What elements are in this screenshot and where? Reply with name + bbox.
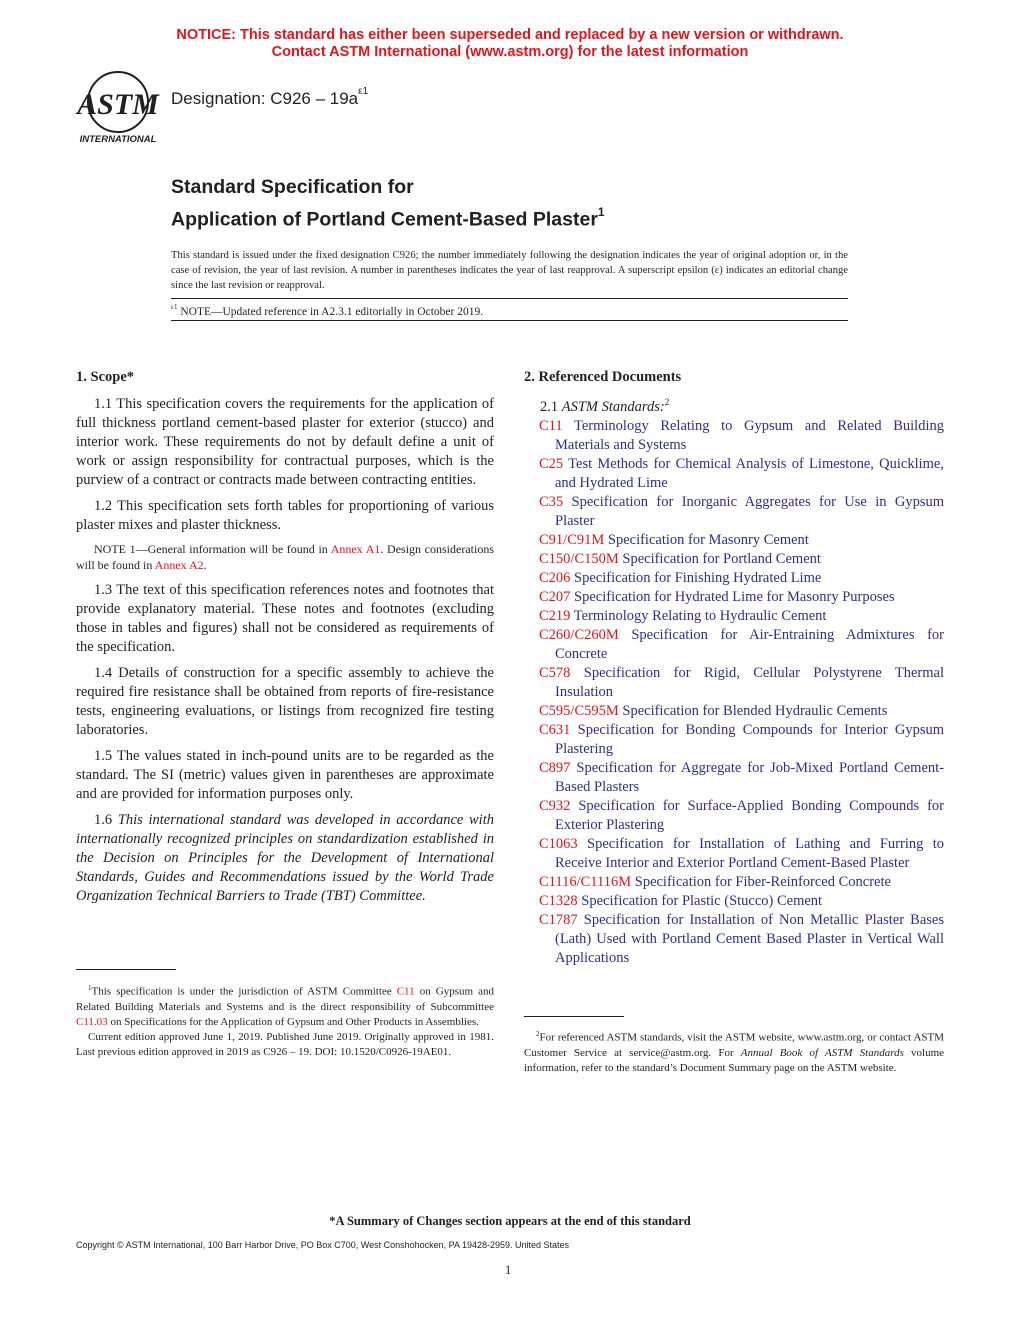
paragraph-1-5: 1.5 The values stated in inch-pound units are to be regarded as the standard. The SI (metric) values given in parentheses are approximate and are provided for information purposes only. <box>76 748 494 802</box>
note-1-text-b: . Design considerations will be found in <box>76 542 494 572</box>
logo-letters: ASTM <box>77 88 159 121</box>
title-line-2: Application of Portland Cement-Based Plaster <box>171 208 598 231</box>
referenced-documents-section <box>524 368 944 968</box>
reference-title[interactable]: Specification for Rigid, Cellular Polystyrene Thermal Insulation <box>555 664 944 700</box>
reference-item[interactable] <box>524 721 944 759</box>
paragraph-1-6-number: 1.6 <box>94 812 118 828</box>
designation-epsilon: ε1 <box>358 86 369 98</box>
reference-item[interactable] <box>524 835 944 873</box>
reference-code-link[interactable]: C11 <box>539 417 563 434</box>
reference-title[interactable]: Specification for Surface-Applied Bonding Compounds for Exterior Plastering <box>555 797 944 833</box>
reference-title[interactable]: Specification for Blended Hydraulic Cements <box>618 702 888 719</box>
footnote-2-text-a: For referenced ASTM standards, visit the ASTM website, www.astm.org, or contact ASTM Customer Service at service@astm.org. For <box>524 1031 944 1059</box>
note-1 <box>76 542 494 573</box>
paragraph-1-4: 1.4 Details of construction for a specific assembly to achieve the required fire resistance shall be obtained from reports of fire-resistance tests, engineering evaluations, or listings from recognized fire testing laboratories. <box>76 665 494 738</box>
reference-code-link[interactable]: C1787 <box>539 911 578 928</box>
reference-item[interactable] <box>524 702 944 721</box>
reference-item[interactable] <box>524 455 944 493</box>
reference-title[interactable]: Specification for Bonding Compounds for Interior Gypsum Plastering <box>555 721 944 757</box>
footnote-1-mark: 1 <box>88 984 92 992</box>
reference-title[interactable]: Specification for Aggregate for Job-Mixed Portland Cement-Based Plasters <box>555 759 944 795</box>
reference-title[interactable]: Terminology Relating to Hydraulic Cement <box>570 607 827 624</box>
astm-logo <box>72 70 164 148</box>
footnote-1-text-c: on Specifications for the Application of Gypsum and Other Products in Assemblies. <box>107 1015 479 1028</box>
reference-code-link[interactable]: C595/C595M <box>539 702 619 719</box>
reference-title[interactable]: Specification for Masonry Cement <box>604 531 809 548</box>
reference-code-link[interactable]: C35 <box>539 493 564 510</box>
reference-code-link[interactable]: C897 <box>539 759 571 776</box>
footnote-2 <box>524 1027 944 1076</box>
reference-code-link[interactable]: C1328 <box>539 892 578 909</box>
document-title <box>171 174 605 234</box>
copyright-line: Copyright © ASTM International, 100 Barr Harbor Drive, PO Box C700, West Conshohocken, PA 19428-2959. United States <box>76 1240 570 1250</box>
footnote-1-text-a: This specification is under the jurisdiction of ASTM Committee <box>91 985 397 998</box>
reference-item[interactable] <box>524 626 944 664</box>
reference-code-link[interactable]: C207 <box>539 588 571 605</box>
referenced-documents-heading: 2. Referenced Documents <box>524 369 682 385</box>
subheading-label: ASTM Standards: <box>561 398 665 415</box>
reference-code-link[interactable]: C1116/C1116M <box>539 873 632 890</box>
astm-international-logo-icon <box>72 70 164 148</box>
reference-item[interactable] <box>524 417 944 455</box>
divider-bottom <box>171 320 848 321</box>
page-number: 1 <box>505 1263 512 1277</box>
committee-c11-link[interactable]: C11 <box>396 985 415 998</box>
reference-title[interactable]: Specification for Hydrated Lime for Masonry Purposes <box>570 588 895 605</box>
reference-code-link[interactable]: C206 <box>539 569 571 586</box>
footnote-1-edition: Current edition approved June 1, 2019. Published June 2019. Originally approved in 1981. Last previous edition approved in 2019 as C926 – 19. DOI: 10.1520/C0926-19AE01. <box>76 1030 494 1058</box>
divider-top <box>171 298 848 299</box>
reference-item[interactable] <box>524 892 944 911</box>
reference-code-link[interactable]: C578 <box>539 664 571 681</box>
reference-list <box>524 417 944 968</box>
note-1-text-c: . <box>203 557 207 572</box>
reference-code-link[interactable]: C1063 <box>539 835 578 852</box>
reference-title[interactable]: Specification for Fiber-Reinforced Concrete <box>631 873 891 890</box>
reference-code-link[interactable]: C150/C150M <box>539 550 619 567</box>
reference-item[interactable] <box>524 588 944 607</box>
reference-item[interactable] <box>524 569 944 588</box>
epsilon-note-text: NOTE—Updated reference in A2.3.1 editorially in October 2019. <box>177 305 484 318</box>
reference-title[interactable]: Specification for Installation of Non Metallic Plaster Bases (Lath) Used with Portland Cement Based Plaster in Vertical Wall Applications <box>555 911 944 966</box>
note-1-text-a: NOTE 1—General information will be found in <box>94 542 331 556</box>
reference-title[interactable]: Specification for Inorganic Aggregates for Use in Gypsum Plaster <box>555 493 944 529</box>
reference-code-link[interactable]: C932 <box>539 797 571 814</box>
footnote-1 <box>76 981 494 1060</box>
notice-line-2: Contact ASTM International (www.astm.org) for the latest information <box>271 44 749 60</box>
reference-title[interactable]: Test Methods for Chemical Analysis of Limestone, Quicklime, and Hydrated Lime <box>555 455 944 491</box>
reference-code-link[interactable]: C91/C91M <box>539 531 605 548</box>
scope-section <box>76 368 494 913</box>
reference-item[interactable] <box>524 550 944 569</box>
footnote-rule-left <box>76 969 176 970</box>
epsilon-note-mark: ε1 <box>171 303 178 311</box>
reference-code-link[interactable]: C260/C260M <box>539 626 619 643</box>
paragraph-1-3: 1.3 The text of this specification references notes and footnotes that provide explanatory material. These notes and footnotes (excluding those in tables and figures) shall not be considered as requirements of the specification. <box>76 582 494 655</box>
paragraph-1-6-text: This international standard was developed in accordance with internationally recognized principles on standardization established in the Decision on Principles for the Development of International Standards, Guides and Recommendations issued by the World Trade Organization Technical Barriers to Trade (TBT) Committee. <box>76 812 494 904</box>
reference-item[interactable] <box>524 493 944 531</box>
subheading-number: 2.1 <box>540 398 562 415</box>
footnote-2-text-b: volume information, refer to the standard’s Document Summary page on the ASTM website. <box>524 1046 945 1074</box>
paragraph-1-2: 1.2 This specification sets forth tables for proportioning of various plaster mixes and plaster thickness. <box>76 498 494 533</box>
reference-title[interactable]: Specification for Portland Cement <box>618 550 821 567</box>
reference-title[interactable]: Terminology Relating to Gypsum and Related Building Materials and Systems <box>555 417 944 453</box>
footnote-1-text-b: on Gypsum and Related Building Materials and Systems and is the direct responsibility of Subcommittee <box>76 985 494 1013</box>
reference-code-link[interactable]: C25 <box>539 455 564 472</box>
subcommittee-c11-03-link[interactable]: C11.03 <box>76 1015 108 1028</box>
reference-item[interactable] <box>524 797 944 835</box>
subheading-footnote-mark: 2 <box>664 397 670 407</box>
reference-code-link[interactable]: C219 <box>539 607 571 624</box>
designation-label: Designation: C926 – 19a <box>171 89 359 108</box>
title-line-1: Standard Specification for <box>171 176 414 198</box>
annex-a2-link[interactable]: Annex A2 <box>154 557 204 572</box>
reference-item[interactable] <box>524 911 944 968</box>
epsilon-note <box>171 304 483 318</box>
annex-a1-link[interactable]: Annex A1 <box>330 542 381 556</box>
scope-heading: 1. Scope* <box>76 369 134 385</box>
reference-title[interactable]: Specification for Installation of Lathing and Furring to Receive Interior and Exterior Portland Cement-Based Plaster <box>555 835 944 871</box>
designation <box>171 86 369 109</box>
reference-title[interactable]: Specification for Finishing Hydrated Lime <box>570 569 822 586</box>
footnote-2-mark: 2 <box>536 1030 540 1038</box>
reference-title[interactable]: Specification for Air-Entraining Admixtures for Concrete <box>555 626 944 662</box>
notice-line-1: NOTICE: This standard has either been superseded and replaced by a new version or withdrawn. <box>176 27 844 43</box>
paragraph-1-6 <box>76 811 494 906</box>
reference-item[interactable] <box>524 664 944 702</box>
paragraph-1-1: 1.1 This specification covers the requirements for the application of full thickness portland cement-based plaster for exterior (stucco) and interior work. These requirements do not by default define a unit of work or assign responsibility for contractual purposes, which is the purview of a contract or contracts made between contracting entities. <box>76 396 494 488</box>
logo-wordmark: INTERNATIONAL <box>79 134 157 145</box>
summary-of-changes-note: *A Summary of Changes section appears at the end of this standard <box>329 1214 691 1228</box>
issued-statement: This standard is issued under the fixed designation C926; the number immediately following the designation indicates the year of original adoption or, in the case of revision, the year of last revision. A number in parentheses indicates the year of last reapproval. A superscript epsilon (ε) indicates an editorial change since the last revision or reapproval. <box>171 250 848 291</box>
reference-title[interactable]: Specification for Plastic (Stucco) Cement <box>577 892 823 909</box>
reference-item[interactable] <box>524 531 944 550</box>
footnote-rule-right <box>524 1016 624 1017</box>
astm-standards-subheading <box>524 393 944 417</box>
reference-item[interactable] <box>524 873 944 892</box>
reference-code-link[interactable]: C631 <box>539 721 571 738</box>
footnote-2-italic: Annual Book of ASTM Standards <box>740 1046 904 1059</box>
reference-item[interactable] <box>524 759 944 797</box>
title-footnote-mark: 1 <box>597 205 605 219</box>
reference-item[interactable] <box>524 607 944 626</box>
